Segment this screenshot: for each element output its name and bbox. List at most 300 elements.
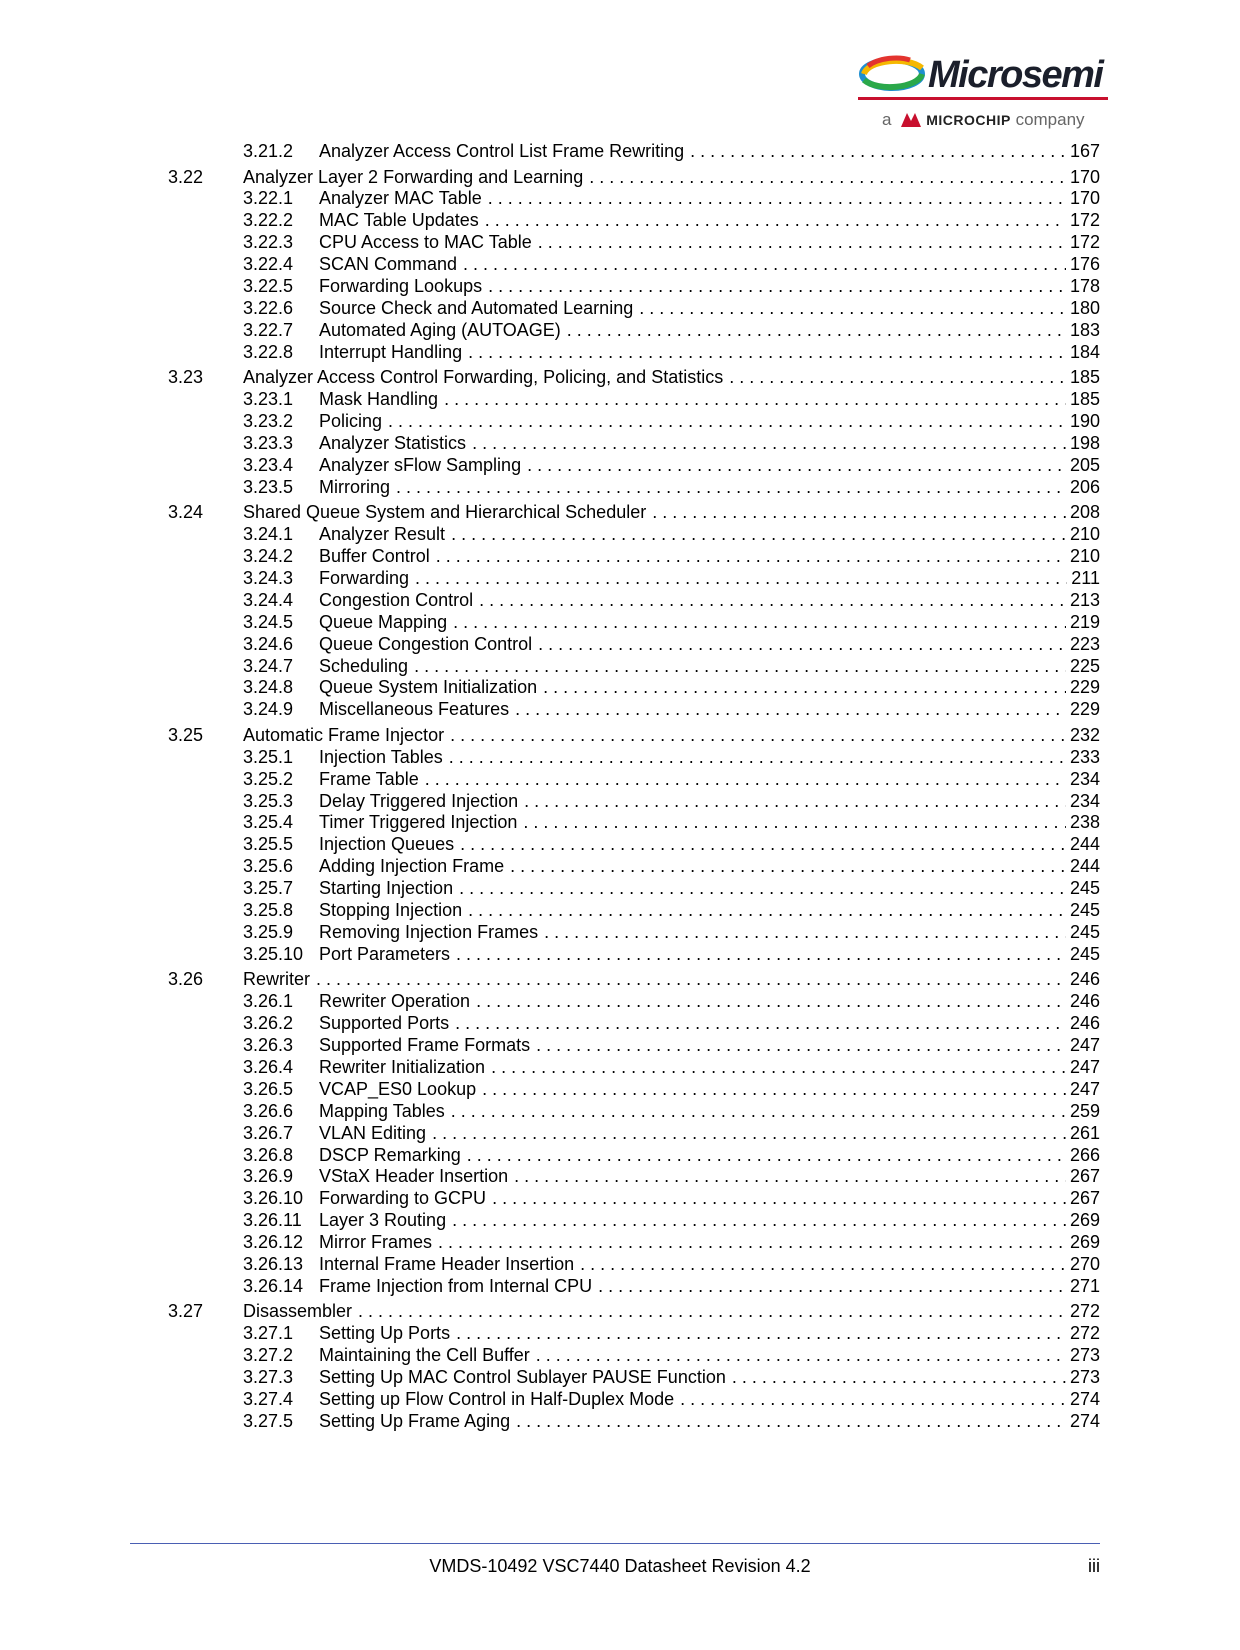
- toc-entry-page: 274: [1069, 1410, 1100, 1431]
- toc-dot-leader: [488, 187, 1066, 209]
- toc-entry-number: 3.24.8: [243, 677, 294, 698]
- toc-entry-number: 3.26: [168, 969, 204, 990]
- toc-entry-title: CPU Access to MAC Table: [319, 232, 532, 253]
- microchip-icon: [899, 109, 923, 129]
- toc-subsection-entry[interactable]: [243, 746, 1100, 768]
- toc-entry-page: 246: [1069, 1013, 1100, 1034]
- toc-entry-title: Forwarding Lookups: [319, 276, 483, 296]
- toc-entry-number: 3.22.7: [243, 319, 294, 340]
- toc-entry-title: Adding Injection Frame: [319, 856, 505, 877]
- toc-subsection-entry[interactable]: [243, 231, 1100, 253]
- toc-dot-leader: [438, 1231, 1066, 1253]
- toc-entry-page: 219: [1069, 611, 1100, 632]
- toc-entry-title: Frame Table: [319, 768, 419, 789]
- toc-entry-title: Analyzer MAC Table: [319, 188, 482, 209]
- toc-entry-page: 271: [1069, 1275, 1100, 1296]
- toc-dot-leader: [396, 476, 1066, 498]
- toc-subsection-entry[interactable]: [243, 275, 1100, 297]
- toc-entry-number: 3.25.3: [243, 790, 294, 811]
- toc-dot-leader: [514, 1165, 1066, 1187]
- toc-entry-page: 266: [1069, 1144, 1100, 1165]
- toc-subsection-entry[interactable]: [243, 899, 1100, 921]
- toc-entry-page: 172: [1069, 210, 1100, 231]
- toc-entry-number: 3.25: [168, 724, 204, 745]
- toc-dot-leader: [510, 855, 1066, 877]
- toc-entry-number: 3.23.2: [243, 411, 294, 431]
- toc-entry-page: 167: [1069, 141, 1100, 161]
- toc-entry-number: 3.27.4: [243, 1389, 294, 1409]
- toc-entry-page: 206: [1069, 476, 1100, 497]
- toc-entry-page: 245: [1069, 878, 1100, 899]
- toc-entry-title: Source Check and Automated Learning: [319, 297, 634, 318]
- toc-entry-page: 269: [1069, 1232, 1100, 1253]
- toc-entry-page: 259: [1069, 1100, 1100, 1121]
- toc-dot-leader: [732, 1366, 1066, 1388]
- toc-entry-title: Supported Frame Formats: [319, 1035, 531, 1055]
- toc-dot-leader: [451, 1100, 1066, 1122]
- microsemi-logo: [858, 52, 1108, 137]
- toc-entry-page: 247: [1069, 1035, 1100, 1055]
- toc-dot-leader: [567, 319, 1066, 341]
- toc-subsection-entry[interactable]: [243, 209, 1100, 231]
- toc-subsection-entry[interactable]: [243, 855, 1100, 877]
- toc-entry-title: VStaX Header Insertion: [319, 1166, 509, 1187]
- toc-entry-number: 3.22.8: [243, 341, 294, 362]
- toc-subsection-entry[interactable]: [243, 1253, 1100, 1275]
- toc-entry-number: 3.22.3: [243, 232, 294, 253]
- toc-entry-number: 3.25.10: [243, 943, 304, 964]
- toc-dot-leader: [538, 231, 1066, 253]
- toc-entry-title: Setting Up Ports: [319, 1323, 451, 1344]
- toc-entry-number: 3.22.6: [243, 297, 294, 318]
- toc-entry-page: 233: [1069, 746, 1100, 767]
- logo-rule: [858, 97, 1108, 100]
- toc-entry-title: Rewriter Initialization: [319, 1056, 486, 1077]
- toc-entry-page: 190: [1069, 411, 1100, 431]
- toc-subsection-entry[interactable]: [243, 1410, 1100, 1432]
- toc-subsection-entry[interactable]: [243, 1122, 1100, 1144]
- toc-dot-leader: [388, 410, 1066, 432]
- toc-entry-page: 247: [1069, 1056, 1100, 1077]
- toc-section-entry[interactable]: [168, 166, 1100, 188]
- toc-entry-title: Analyzer Access Control Forwarding, Policing, and Statistics: [243, 367, 724, 388]
- toc-entry-title: Miscellaneous Features: [319, 699, 510, 720]
- toc-entry-title: Setting Up MAC Control Sublayer PAUSE Function: [319, 1367, 726, 1388]
- toc-entry-number: 3.25.8: [243, 900, 294, 920]
- toc-dot-leader: [450, 724, 1066, 746]
- toc-subsection-entry[interactable]: [243, 1187, 1100, 1209]
- toc-entry-title: Analyzer Layer 2 Forwarding and Learning: [243, 166, 584, 187]
- toc-entry-number: 3.26.8: [243, 1144, 294, 1165]
- toc-subsection-entry[interactable]: [243, 1275, 1100, 1297]
- toc-entry-title: Starting Injection: [319, 878, 454, 899]
- toc-dot-leader: [436, 545, 1066, 567]
- toc-section-entry[interactable]: [168, 501, 1100, 523]
- toc-entry-number: 3.22.5: [243, 276, 294, 296]
- toc-entry-number: 3.26.7: [243, 1122, 294, 1143]
- toc-entry-number: 3.27.2: [243, 1345, 294, 1366]
- toc-subsection-entry[interactable]: [243, 611, 1100, 633]
- toc-dot-leader: [316, 968, 1066, 990]
- toc-entry-title: Analyzer sFlow Sampling: [319, 454, 522, 475]
- toc-dot-leader: [482, 1078, 1066, 1100]
- toc-entry-page: 211: [1071, 567, 1100, 588]
- toc-entry-page: 244: [1069, 856, 1100, 877]
- toc-dot-leader: [544, 921, 1066, 943]
- toc-entry-title: MAC Table Updates: [319, 210, 479, 231]
- toc-entry-page: 273: [1069, 1345, 1100, 1366]
- toc-entry-title: Mapping Tables: [319, 1100, 445, 1121]
- toc-dot-leader: [516, 1410, 1066, 1432]
- toc-entry-number: 3.26.4: [243, 1056, 294, 1077]
- toc-subsection-entry[interactable]: [243, 297, 1100, 319]
- toc-dot-leader: [523, 811, 1066, 833]
- toc-entry-title: Queue System Initialization: [319, 677, 538, 698]
- toc-entry-page: 185: [1069, 367, 1100, 388]
- toc-dot-leader: [414, 655, 1066, 677]
- toc-entry-title: Supported Ports: [319, 1013, 450, 1034]
- toc-subsection-entry[interactable]: [243, 633, 1100, 655]
- toc-entry-title: Policing: [319, 411, 383, 431]
- toc-entry-number: 3.26.3: [243, 1035, 294, 1055]
- toc-dot-leader: [491, 1056, 1066, 1078]
- toc-dot-leader: [680, 1388, 1066, 1410]
- toc-entry-number: 3.26.1: [243, 991, 294, 1012]
- toc-entry-number: 3.25.6: [243, 856, 294, 877]
- toc-dot-leader: [488, 275, 1066, 297]
- toc-entry-page: 210: [1069, 546, 1100, 566]
- microsemi-swirl-icon: [858, 52, 928, 96]
- toc-entry-number: 3.26.14: [243, 1275, 304, 1296]
- toc-section-entry[interactable]: [168, 366, 1100, 388]
- toc-entry-number: 3.23: [168, 367, 204, 388]
- toc-subsection-entry[interactable]: [243, 589, 1100, 611]
- toc-entry-title: Rewriter: [243, 969, 311, 990]
- toc-dot-leader: [459, 877, 1066, 899]
- toc-entry-number: 3.21.2: [243, 141, 294, 161]
- toc-dot-leader: [472, 432, 1066, 454]
- toc-subsection-entry[interactable]: [243, 432, 1100, 454]
- tag-suffix: company: [1015, 110, 1085, 129]
- toc-entry-number: 3.27.5: [243, 1410, 294, 1431]
- toc-entry-number: 3.22: [168, 166, 204, 187]
- toc-section-entry[interactable]: [168, 968, 1100, 990]
- toc-subsection-entry[interactable]: [243, 1056, 1100, 1078]
- toc-entry-number: 3.25.7: [243, 878, 294, 899]
- toc-dot-leader: [580, 1253, 1066, 1275]
- toc-subsection-entry[interactable]: [243, 1209, 1100, 1231]
- toc-subsection-entry[interactable]: [243, 1231, 1100, 1253]
- toc-dot-leader: [476, 990, 1066, 1012]
- footer-doc-title: VMDS-10492 VSC7440 Datasheet Revision 4.2: [429, 1556, 811, 1576]
- tag-company: MICROCHIP: [926, 112, 1011, 128]
- toc-entry-page: 225: [1069, 655, 1100, 676]
- toc-entry-number: 3.24.1: [243, 524, 294, 545]
- toc-entry-page: 229: [1069, 677, 1100, 698]
- toc-entry-title: Maintaining the Cell Buffer: [319, 1345, 530, 1366]
- tag-prefix: a: [882, 110, 892, 129]
- toc-subsection-entry[interactable]: [243, 1034, 1100, 1056]
- toc-subsection-entry[interactable]: [243, 921, 1100, 943]
- toc-entry-title: Setting Up Frame Aging: [319, 1410, 511, 1431]
- toc-entry-page: 232: [1069, 724, 1100, 745]
- toc-entry-title: Forwarding to GCPU: [319, 1188, 487, 1209]
- toc-entry-title: Automatic Frame Injector: [243, 724, 445, 745]
- toc-subsection-entry[interactable]: [243, 545, 1100, 567]
- toc-entry-title: Internal Frame Header Insertion: [319, 1254, 575, 1274]
- toc-entry-page: 238: [1069, 812, 1100, 833]
- toc-subsection-entry[interactable]: [243, 833, 1100, 855]
- toc-entry-page: 274: [1069, 1389, 1100, 1409]
- toc-entry-title: Delay Triggered Injection: [319, 790, 519, 811]
- toc-dot-leader: [456, 943, 1066, 965]
- toc-dot-leader: [524, 790, 1066, 812]
- toc-entry-number: 3.26.11: [243, 1210, 302, 1231]
- toc-entry-title: VLAN Editing: [319, 1122, 427, 1143]
- toc-entry-number: 3.26.10: [243, 1188, 304, 1209]
- toc-subsection-entry[interactable]: [243, 140, 1100, 162]
- toc-dot-leader: [485, 209, 1066, 231]
- toc-entry-title: Frame Injection from Internal CPU: [319, 1275, 593, 1296]
- toc-entry-title: Setting up Flow Control in Half-Duplex Mode: [319, 1389, 675, 1409]
- toc-subsection-entry[interactable]: [243, 410, 1100, 432]
- toc-subsection-entry[interactable]: [243, 1078, 1100, 1100]
- toc-dot-leader: [492, 1187, 1066, 1209]
- toc-subsection-entry[interactable]: [243, 567, 1100, 589]
- toc-dot-leader: [415, 567, 1067, 589]
- toc-dot-leader: [639, 297, 1066, 319]
- toc-entry-number: 3.27.1: [243, 1323, 294, 1344]
- toc-dot-leader: [527, 454, 1066, 476]
- toc-entry-title: Automated Aging (AUTOAGE): [319, 319, 561, 340]
- toc-entry-number: 3.24.6: [243, 633, 294, 654]
- toc-entry-title: Injection Tables: [319, 746, 443, 767]
- toc-entry-page: 272: [1069, 1301, 1100, 1322]
- toc-entry-title: Forwarding: [319, 567, 410, 588]
- toc-entry-number: 3.26.9: [243, 1166, 294, 1187]
- toc-entry-title: Analyzer Statistics: [319, 432, 467, 453]
- toc-entry-page: 245: [1069, 900, 1100, 920]
- toc-dot-leader: [468, 341, 1066, 363]
- toc-entry-page: 273: [1069, 1367, 1100, 1388]
- toc-entry-page: 198: [1069, 432, 1100, 453]
- toc-entry-number: 3.23.1: [243, 389, 294, 410]
- toc-entry-number: 3.24.4: [243, 589, 294, 610]
- toc-entry-title: Shared Queue System and Hierarchical Scheduler: [243, 502, 647, 523]
- toc-subsection-entry[interactable]: [243, 1100, 1100, 1122]
- toc-subsection-entry[interactable]: [243, 319, 1100, 341]
- toc-dot-leader: [358, 1300, 1066, 1322]
- toc-entry-number: 3.25.5: [243, 834, 294, 855]
- toc-entry-page: 183: [1069, 319, 1100, 340]
- toc-dot-leader: [432, 1122, 1066, 1144]
- toc-entry-page: 208: [1069, 502, 1100, 523]
- toc-dot-leader: [451, 523, 1066, 545]
- toc-entry-page: 170: [1069, 188, 1100, 209]
- toc-subsection-entry[interactable]: [243, 388, 1100, 410]
- toc-entry-page: 267: [1069, 1166, 1100, 1187]
- toc-dot-leader: [425, 768, 1066, 790]
- toc-entry-title: Mirror Frames: [319, 1232, 432, 1253]
- toc-entry-number: 3.22.2: [243, 210, 294, 231]
- toc-entry-number: 3.24: [168, 502, 204, 523]
- toc-entry-page: 246: [1069, 991, 1100, 1012]
- toc-dot-leader: [449, 746, 1066, 768]
- toc-dot-leader: [652, 501, 1066, 523]
- toc-subsection-entry[interactable]: [243, 768, 1100, 790]
- toc-subsection-entry[interactable]: [243, 877, 1100, 899]
- toc-entry-title: DSCP Remarking: [319, 1144, 461, 1165]
- toc-dot-leader: [543, 676, 1066, 698]
- toc-dot-leader: [538, 633, 1066, 655]
- toc-entry-page: 184: [1069, 341, 1100, 362]
- toc-entry-number: 3.27: [168, 1301, 204, 1322]
- toc-dot-leader: [589, 166, 1066, 188]
- footer-page-number: iii: [1088, 1556, 1100, 1576]
- toc-entry-title: Mirroring: [319, 476, 391, 497]
- logo-wordmark: Microsemi: [928, 54, 1103, 96]
- toc-entry-number: 3.24.3: [243, 567, 294, 588]
- toc-entry-page: 176: [1069, 254, 1100, 275]
- toc-entry-number: 3.25.4: [243, 812, 294, 833]
- toc-subsection-entry[interactable]: [243, 790, 1100, 812]
- toc-entry-title: Scheduling: [319, 655, 409, 676]
- toc-subsection-entry[interactable]: [243, 1388, 1100, 1410]
- logo-tagline: [882, 109, 1085, 130]
- toc-entry-page: 229: [1069, 699, 1100, 720]
- toc-dot-leader: [463, 253, 1066, 275]
- toc-entry-page: 245: [1069, 921, 1100, 942]
- toc-entry-page: 180: [1069, 297, 1100, 318]
- toc-entry-title: Port Parameters: [319, 943, 451, 964]
- toc-dot-leader: [468, 899, 1066, 921]
- toc-dot-leader: [456, 1322, 1066, 1344]
- toc-entry-page: 234: [1069, 790, 1100, 811]
- toc-dot-leader: [690, 140, 1066, 162]
- toc-entry-number: 3.23.4: [243, 454, 294, 475]
- toc-dot-leader: [598, 1275, 1066, 1297]
- toc-entry-number: 3.26.6: [243, 1100, 294, 1121]
- toc-entry-title: Timer Triggered Injection: [319, 812, 518, 833]
- toc-subsection-entry[interactable]: [243, 341, 1100, 363]
- toc-entry-title: Analyzer Result: [319, 524, 446, 545]
- toc-entry-page: 267: [1069, 1188, 1100, 1209]
- toc-entry-number: 3.23.5: [243, 476, 294, 497]
- toc-subsection-entry[interactable]: [243, 811, 1100, 833]
- toc-entry-title: Stopping Injection: [319, 900, 463, 920]
- toc-dot-leader: [444, 388, 1066, 410]
- toc-entry-page: 172: [1069, 232, 1100, 253]
- toc-subsection-entry[interactable]: [243, 454, 1100, 476]
- toc-dot-leader: [479, 589, 1066, 611]
- toc-entry-number: 3.26.2: [243, 1013, 294, 1034]
- toc-entry-page: 213: [1069, 589, 1100, 610]
- toc-dot-leader: [536, 1034, 1066, 1056]
- toc-entry-title: Layer 3 Routing: [319, 1210, 447, 1231]
- toc-entry-number: 3.22.4: [243, 254, 294, 275]
- toc-entry-page: 178: [1069, 276, 1100, 296]
- toc-entry-number: 3.22.1: [243, 188, 294, 209]
- toc-subsection-entry[interactable]: [243, 253, 1100, 275]
- toc-entry-number: 3.25.1: [243, 746, 294, 767]
- toc-entry-title: Removing Injection Frames: [319, 921, 539, 942]
- footer-rule: [130, 1543, 1100, 1544]
- toc-entry-number: 3.27.3: [243, 1367, 294, 1388]
- toc-subsection-entry[interactable]: [243, 523, 1100, 545]
- toc-subsection-entry[interactable]: [243, 187, 1100, 209]
- toc-entry-number: 3.25.2: [243, 768, 294, 789]
- toc-entry-title: Analyzer Access Control List Frame Rewriting: [319, 141, 685, 161]
- toc-entry-title: VCAP_ES0 Lookup: [319, 1078, 477, 1099]
- toc-entry-page: 223: [1069, 633, 1100, 654]
- toc-entry-page: 170: [1069, 166, 1100, 187]
- toc-entry-title: Queue Congestion Control: [319, 633, 533, 654]
- toc-entry-number: 3.25.9: [243, 921, 294, 942]
- toc-entry-page: 261: [1069, 1122, 1100, 1143]
- toc-subsection-entry[interactable]: [243, 698, 1100, 720]
- toc-subsection-entry[interactable]: [243, 655, 1100, 677]
- toc-subsection-entry[interactable]: [243, 1144, 1100, 1166]
- toc-entry-number: 3.23.3: [243, 432, 294, 453]
- toc-subsection-entry[interactable]: [243, 1165, 1100, 1187]
- toc-subsection-entry[interactable]: [243, 990, 1100, 1012]
- toc-entry-page: 244: [1069, 834, 1100, 855]
- toc-dot-leader: [515, 698, 1066, 720]
- toc-entry-page: 272: [1069, 1323, 1100, 1344]
- toc-subsection-entry[interactable]: [243, 476, 1100, 498]
- toc-subsection-entry[interactable]: [243, 1366, 1100, 1388]
- toc-entry-page: 205: [1069, 454, 1100, 475]
- toc-entry-title: Rewriter Operation: [319, 991, 471, 1012]
- toc-entry-page: 246: [1069, 969, 1100, 990]
- toc-entry-title: Interrupt Handling: [319, 341, 463, 362]
- toc-entry-page: 210: [1069, 524, 1100, 545]
- toc-dot-leader: [536, 1344, 1066, 1366]
- toc-subsection-entry[interactable]: [243, 943, 1100, 965]
- toc-entry-title: SCAN Command: [319, 254, 458, 275]
- toc-entry-page: 269: [1069, 1210, 1100, 1231]
- toc-entry-title: Injection Queues: [319, 834, 455, 855]
- toc-subsection-entry[interactable]: [243, 1344, 1100, 1366]
- toc-dot-leader: [729, 366, 1066, 388]
- toc-dot-leader: [453, 611, 1066, 633]
- toc-entry-page: 185: [1069, 389, 1100, 410]
- toc-entry-title: Queue Mapping: [319, 611, 448, 632]
- toc-entry-page: 270: [1069, 1254, 1100, 1274]
- toc-dot-leader: [455, 1012, 1066, 1034]
- toc-entry-title: Congestion Control: [319, 589, 474, 610]
- toc-section-entry[interactable]: [168, 724, 1100, 746]
- toc-dot-leader: [467, 1144, 1066, 1166]
- toc-entry-number: 3.24.2: [243, 546, 294, 566]
- toc-entry-number: 3.26.13: [243, 1254, 304, 1274]
- toc-entry-number: 3.24.5: [243, 611, 294, 632]
- toc-subsection-entry[interactable]: [243, 676, 1100, 698]
- toc-subsection-entry[interactable]: [243, 1322, 1100, 1344]
- toc-dot-leader: [460, 833, 1066, 855]
- toc-entry-title: Disassembler: [243, 1301, 353, 1322]
- toc-entry-page: 245: [1069, 943, 1100, 964]
- toc-entry-number: 3.24.7: [243, 655, 294, 676]
- toc-dot-leader: [452, 1209, 1066, 1231]
- toc-entry-number: 3.26.5: [243, 1078, 294, 1099]
- toc-subsection-entry[interactable]: [243, 1012, 1100, 1034]
- toc-entry-page: 234: [1069, 768, 1100, 789]
- toc-entry-number: 3.24.9: [243, 699, 294, 720]
- toc-entry-title: Mask Handling: [319, 389, 439, 410]
- toc-section-entry[interactable]: [168, 1300, 1100, 1322]
- toc-entry-page: 247: [1069, 1078, 1100, 1099]
